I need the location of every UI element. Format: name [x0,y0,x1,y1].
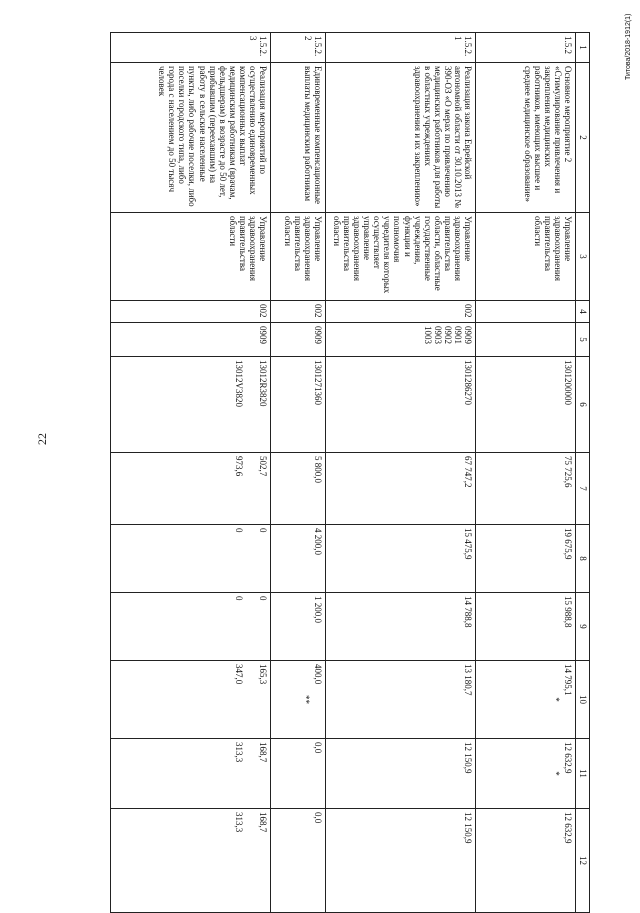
row-id: 1.5.2.1 [326,33,476,63]
row-year-1: 19 675,9 [476,525,576,593]
row-executor: Управление здравоохранения правительства области [111,213,271,301]
header-cell: 8 [576,525,590,593]
cell-value: 0 [258,528,268,533]
row-id: 1.5.2 [476,33,576,63]
row-year-5: 12 150,9 [326,809,476,913]
row-year-1: 15 475,9 [326,525,476,593]
row-grbs: 002 [111,301,271,323]
page-number: 22 [35,433,49,445]
row-grbs: 002 [271,301,326,323]
row-total: 67 747,2 [326,453,476,525]
row-rzpr: 0909 [111,323,271,357]
table-row [271,33,326,913]
cell-value: 502,7 [258,456,268,477]
cell-value: 12 632,9 [563,742,573,774]
row-csr: 1301200000 [476,357,576,453]
cell-value: 168,7 [258,742,268,763]
row-year-4: 12 150,9 [326,739,476,809]
row-year-3: 13 180,7 [326,661,476,739]
cell-value: 400,0 [313,664,323,685]
row-year-1 [111,525,271,593]
row-csr [111,357,271,453]
header-cell: 9 [576,593,590,661]
budget-table [110,32,590,913]
table-row [111,33,271,913]
row-id: 1.5.2.3 [111,33,271,63]
row-year-2: 15 988,8 [476,593,576,661]
row-csr: 1301286270 [326,357,476,453]
row-year-4: 0,0 [271,739,326,809]
row-year-2: 1 200,0 [271,593,326,661]
row-year-2: 14 788,8 [326,593,476,661]
header-cell: 1 [576,33,590,63]
header-cell: 6 [576,357,590,453]
header-cell: 12 [576,809,590,913]
header-cell: 4 [576,301,590,323]
row-year-3 [111,661,271,739]
row-year-4 [111,739,271,809]
table-row [476,33,576,913]
header-row [576,33,590,913]
row-year-5: 0,0 [271,809,326,913]
budget-table-container [60,32,590,882]
header-cell: 7 [576,453,590,525]
row-year-2 [111,593,271,661]
cell-value: 313,3 [233,812,244,833]
cell-value: 347,0 [233,664,244,685]
header-cell: 5 [576,323,590,357]
cell-value: 13012V3820 [233,360,244,407]
footnote-mark: ** [300,695,311,704]
table-row [326,33,476,913]
header-cell: 10 [576,661,590,739]
cell-value: 0 [258,596,268,601]
row-rzpr: 0909 [271,323,326,357]
row-executor: Управление здравоохранения правительства области [476,213,576,301]
footer-code: Титова/2018-1912(1) [625,13,632,80]
cell-value: 168,7 [258,812,268,833]
row-year-3 [271,661,326,739]
row-year-3 [476,661,576,739]
row-total: 5 800,0 [271,453,326,525]
cell-value: 14 795,1 [563,664,573,696]
cell-value: 0 [233,528,244,533]
row-name: Основное мероприятие 2 «Стимулирование привлечения и закрепления медицинских работников, имеющих высшее и среднее медицинское образование» [476,63,576,213]
row-grbs [476,301,576,323]
row-year-5: 12 632,9 [476,809,576,913]
cell-value: 0 [233,596,244,601]
header-cell: 3 [576,213,590,301]
row-csr: 1301271360 [271,357,326,453]
row-year-4 [476,739,576,809]
cell-value: 313,3 [233,742,244,763]
cell-value: 13012R3820 [258,360,268,407]
cell-value: 973,6 [233,456,244,477]
row-executor: Управление здравоохранения правительства области [271,213,326,301]
header-cell: 11 [576,739,590,809]
row-rzpr: 0909 0901 0902 0903 1003 [326,323,476,357]
row-total [111,453,271,525]
footnote-mark: * [550,697,561,702]
row-grbs: 002 [326,301,476,323]
header-cell: 2 [576,63,590,213]
row-executor: Управление здравоохранения правительства области, областные государственные учреждения, функции и полномочия учредителя которых осуществляет управление здравоохранения правительства области [326,213,476,301]
row-name: Реализация закона Еврейской автономной области от 30.10.2013 № 390-ОЗ «О мерах по привлечению медицинских работников для работы в областных учреждениях здравоохранения и их закреплению» [326,63,476,213]
row-total: 75 725,6 [476,453,576,525]
row-id: 1.5.2.2 [271,33,326,63]
footnote-mark: * [550,771,561,776]
row-year-1: 4 200,0 [271,525,326,593]
row-rzpr [476,323,576,357]
row-year-5 [111,809,271,913]
row-name: Единовременные компенсационные выплаты медицинским работникам [271,63,326,213]
row-name: Реализация мероприятий по осуществлению единовременных компенсационных выплат медицинским работникам (врачам, фельдшерам) в возрасте до 50 лет, прибывшим (переехавшим) на работу в сельские населенные пункты, либо рабочие поселки, либо поселки городского типа, либо города с населением до 50 тысяч человек [111,63,271,213]
cell-value: 165,3 [258,664,268,685]
